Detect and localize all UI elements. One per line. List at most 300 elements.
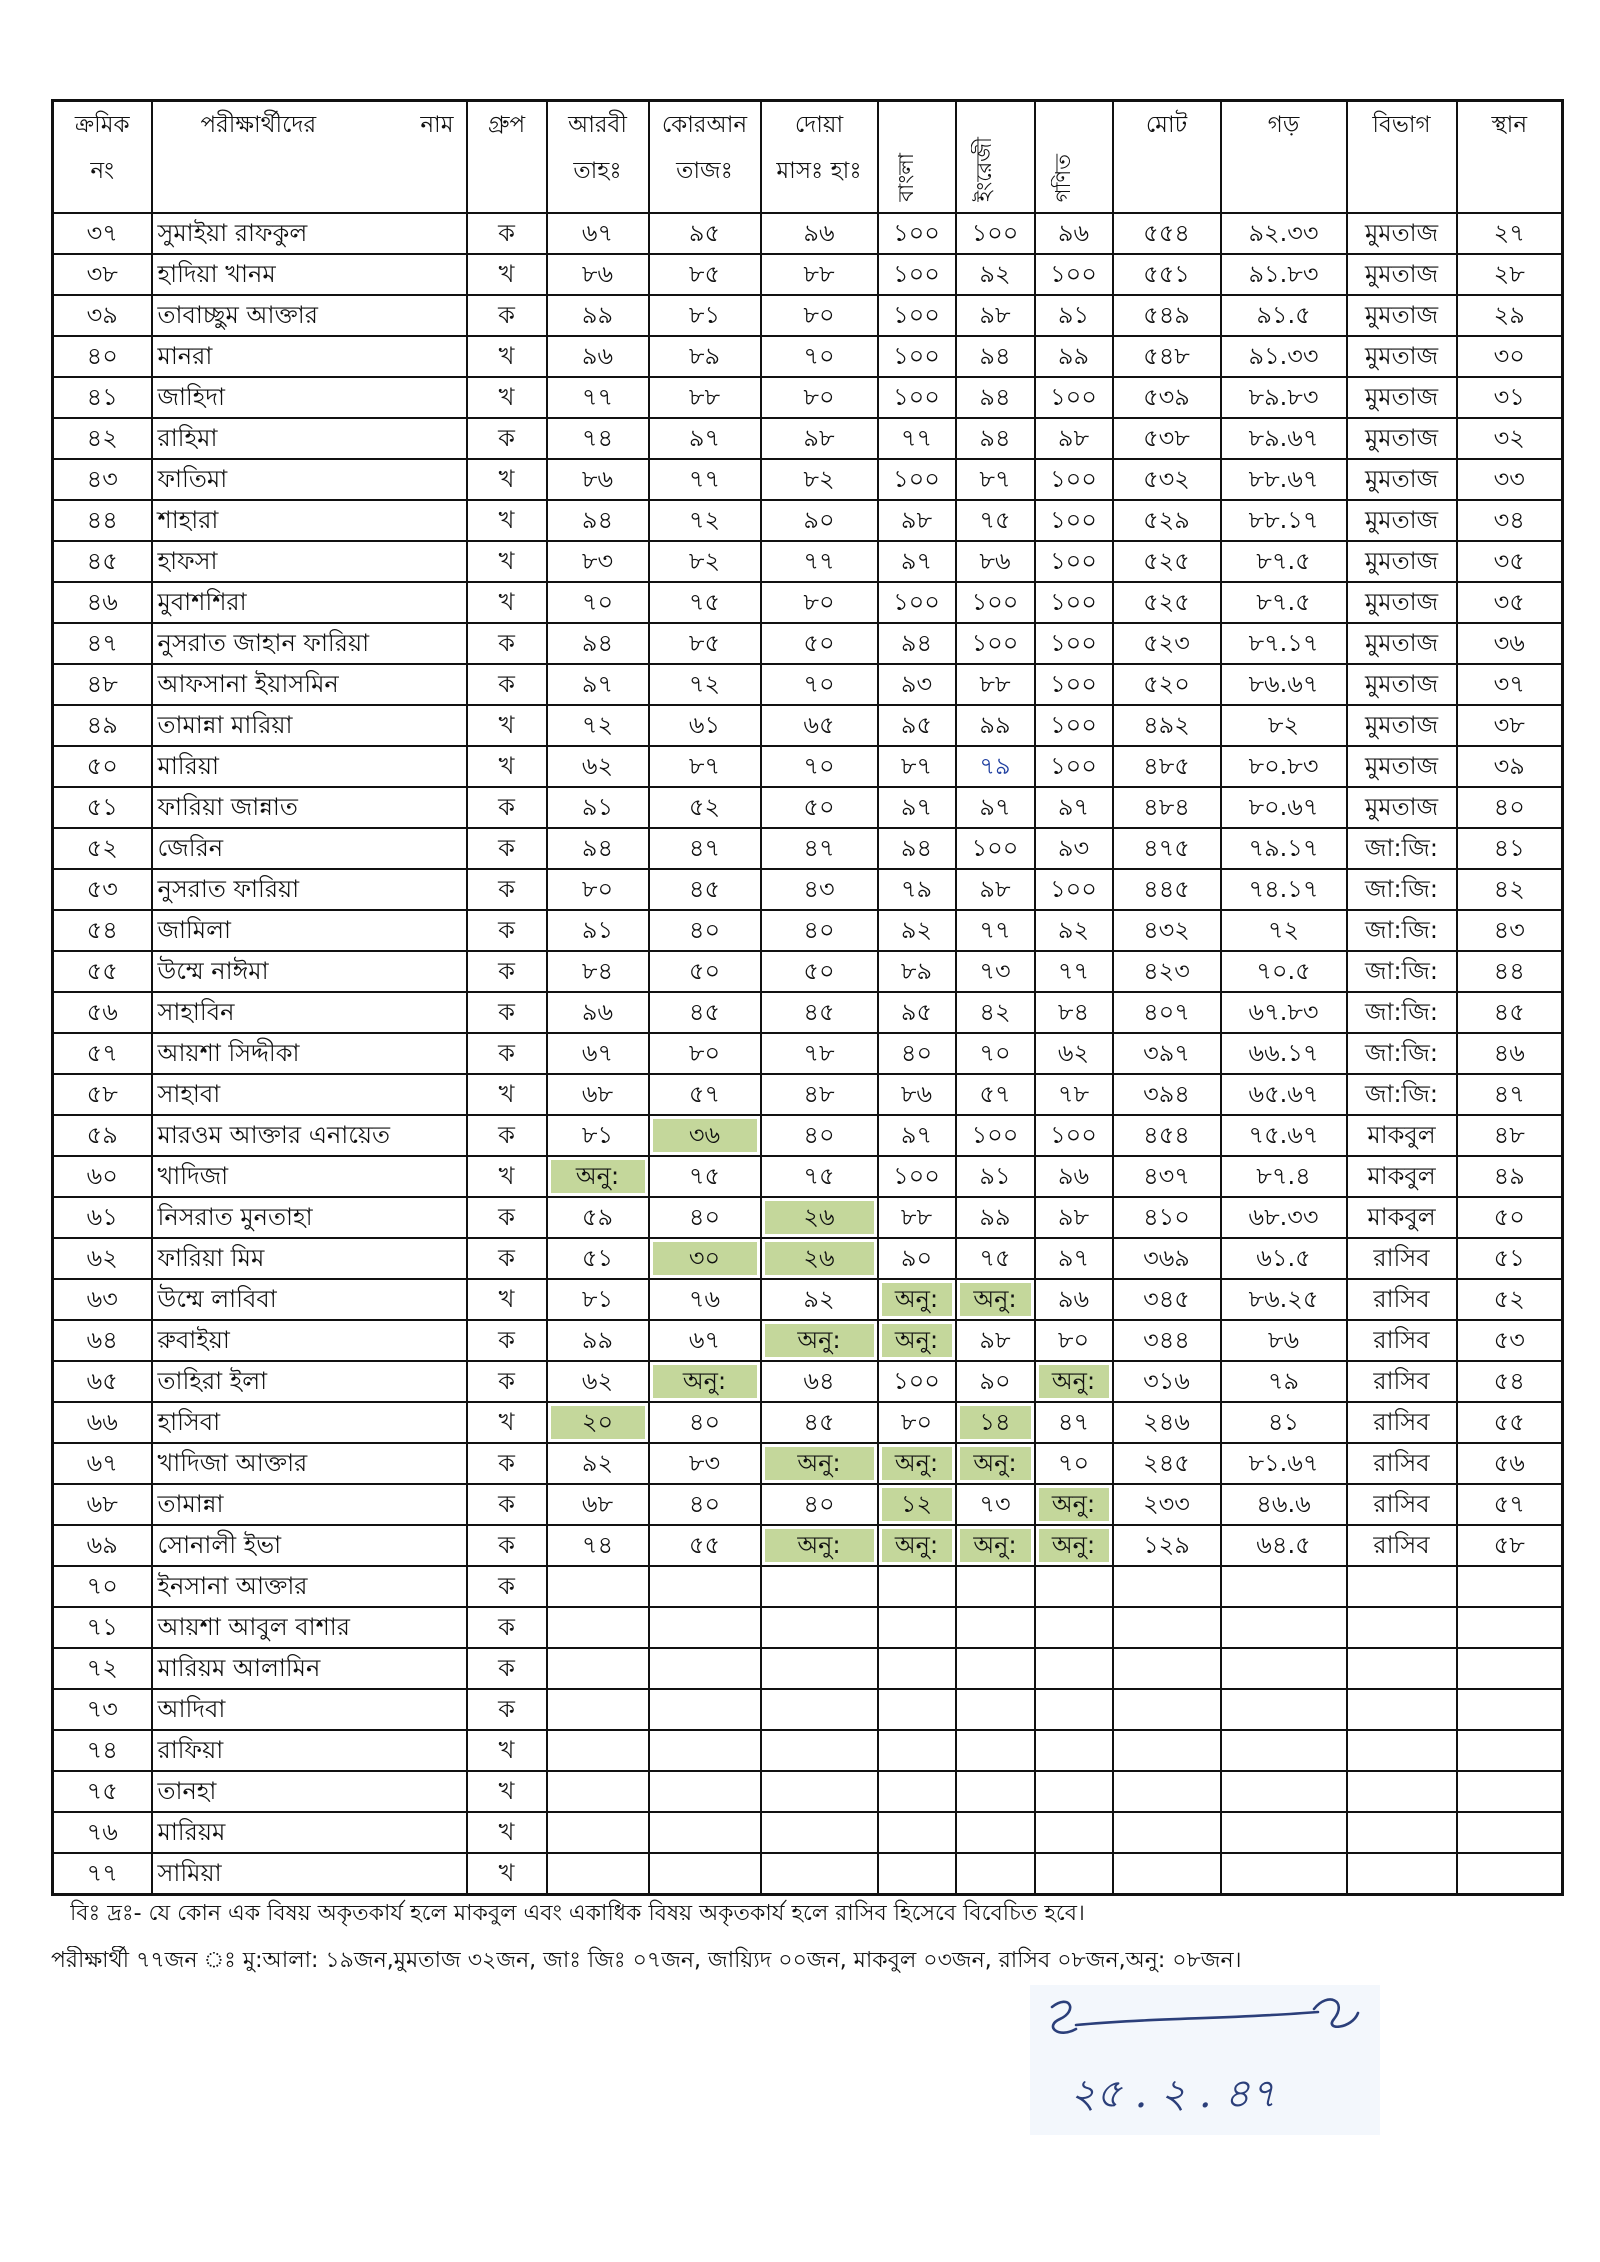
quran-mark-cell: ৫২ [649, 787, 761, 828]
table-row [53, 1320, 1563, 1361]
rank-cell: ৪৩ [1457, 910, 1563, 951]
table-row [53, 623, 1563, 664]
name-cell: আয়শা সিদ্দীকা [152, 1033, 467, 1074]
table-row [53, 336, 1563, 377]
english-mark-cell [956, 1607, 1035, 1648]
total-cell: ৩৬৯ [1113, 1238, 1221, 1279]
table-row [53, 746, 1563, 787]
total-cell: ৫২৫ [1113, 541, 1221, 582]
math-mark-cell: ৭০ [1035, 1443, 1113, 1484]
english-mark-cell [956, 1689, 1035, 1730]
math-mark-cell: ১০০ [1035, 254, 1113, 295]
bangla-mark-cell: ১০০ [878, 336, 956, 377]
table-row [53, 1689, 1563, 1730]
average-cell: ৯১.৩৩ [1221, 336, 1347, 377]
math-mark-cell: ৯১ [1035, 295, 1113, 336]
bangla-mark-cell [878, 1689, 956, 1730]
rank-cell: ৪০ [1457, 787, 1563, 828]
total-cell: ৪৫৪ [1113, 1115, 1221, 1156]
rank-cell: ৫৭ [1457, 1484, 1563, 1525]
rank-cell: ৩২ [1457, 418, 1563, 459]
average-cell: ৬১.৫ [1221, 1238, 1347, 1279]
division-cell: মুমতাজ [1347, 377, 1457, 418]
bangla-mark-cell: ৯৮ [878, 500, 956, 541]
name-cell: সামিয়া [152, 1853, 467, 1895]
dua-mark-cell: ৫০ [761, 787, 878, 828]
math-mark-cell: ১০০ [1035, 500, 1113, 541]
name-cell: আদিবা [152, 1689, 467, 1730]
serial-cell: ৭৬ [53, 1812, 152, 1853]
total-cell: ৪৪৫ [1113, 869, 1221, 910]
math-mark-cell: অনু: [1035, 1484, 1113, 1525]
serial-cell: ৫৯ [53, 1115, 152, 1156]
rank-cell [1457, 1566, 1563, 1607]
rank-cell [1457, 1730, 1563, 1771]
header-name [152, 101, 467, 214]
dua-mark-cell: ৮২ [761, 459, 878, 500]
total-cell: ৩৯৭ [1113, 1033, 1221, 1074]
quran-mark-cell: ৮৭ [649, 746, 761, 787]
arabic-mark-cell: ৬৭ [547, 1033, 649, 1074]
name-cell: সোনালী ইভা [152, 1525, 467, 1566]
division-cell: মুমতাজ [1347, 254, 1457, 295]
average-cell: ৮০.৬৭ [1221, 787, 1347, 828]
english-mark-cell [956, 1730, 1035, 1771]
result-summary: পরীক্ষার্থী ৭৭জন ঃ মু:আলা: ১৯জন,মুমতাজ ৩২জন, জাঃ জিঃ ০৭জন, জায়্যিদ ০০জন, মাকবুল ০৩জন, রাসিব ০৮জন,অনু: ০৮জন। [51, 1948, 1242, 1973]
english-mark-cell: ৮৮ [956, 664, 1035, 705]
dua-mark-cell: অনু: [761, 1525, 878, 1566]
quran-mark-cell: ৭৫ [649, 582, 761, 623]
total-cell: ৫৩৯ [1113, 377, 1221, 418]
dua-mark-cell: ৮০ [761, 582, 878, 623]
rank-cell: ৩৬ [1457, 623, 1563, 664]
name-cell: নিসরাত মুনতাহা [152, 1197, 467, 1238]
math-mark-cell: ৭৮ [1035, 1074, 1113, 1115]
english-mark-cell: ১০০ [956, 582, 1035, 623]
math-mark-cell: ১০০ [1035, 377, 1113, 418]
average-cell: ৮৬.২৫ [1221, 1279, 1347, 1320]
math-mark-cell: ১০০ [1035, 869, 1113, 910]
total-cell [1113, 1648, 1221, 1689]
footnote: বিঃ দ্রঃ- যে কোন এক বিষয় অকৃতকার্য হলে মাকবুল এবং একাধিক বিষয় অকৃতকার্য হলে রাসিব হিসেবে বিবেচিত হবে। [70, 1901, 1085, 1926]
rank-cell: ৪২ [1457, 869, 1563, 910]
dua-mark-cell: ৪০ [761, 1484, 878, 1525]
arabic-mark-cell [547, 1607, 649, 1648]
total-cell: ৩১৬ [1113, 1361, 1221, 1402]
bangla-mark-cell: ৮৯ [878, 951, 956, 992]
serial-cell: ৪১ [53, 377, 152, 418]
division-cell: মাকবুল [1347, 1156, 1457, 1197]
rank-cell: ২৯ [1457, 295, 1563, 336]
quran-mark-cell: ৮৮ [649, 377, 761, 418]
division-cell: জা:জি: [1347, 910, 1457, 951]
header-arabic-line1: আরবী [568, 112, 627, 138]
division-cell: মুমতাজ [1347, 213, 1457, 254]
bangla-mark-cell: ৯২ [878, 910, 956, 951]
serial-cell: ৬১ [53, 1197, 152, 1238]
serial-cell: ৫৮ [53, 1074, 152, 1115]
math-mark-cell: ১০০ [1035, 459, 1113, 500]
rank-cell: ২৮ [1457, 254, 1563, 295]
total-cell: ৫৩৮ [1113, 418, 1221, 459]
group-cell: ক [467, 1689, 547, 1730]
group-cell: ক [467, 664, 547, 705]
english-mark-cell: ৭৯ [956, 746, 1035, 787]
total-cell: ৫৫১ [1113, 254, 1221, 295]
average-cell: ৬৪.৫ [1221, 1525, 1347, 1566]
math-mark-cell [1035, 1771, 1113, 1812]
table-body [53, 213, 1563, 1895]
table-row [53, 992, 1563, 1033]
quran-mark-cell: ৪০ [649, 1484, 761, 1525]
name-cell: জেরিন [152, 828, 467, 869]
total-cell: ৫৪৯ [1113, 295, 1221, 336]
serial-cell: ৪৩ [53, 459, 152, 500]
total-cell: ৩৪৪ [1113, 1320, 1221, 1361]
name-cell: মারিয়ম [152, 1812, 467, 1853]
bangla-mark-cell: ৮৮ [878, 1197, 956, 1238]
quran-mark-cell [649, 1566, 761, 1607]
table-row [53, 664, 1563, 705]
division-cell: জা:জি: [1347, 828, 1457, 869]
total-cell: ১২৯ [1113, 1525, 1221, 1566]
math-mark-cell: ৭৭ [1035, 951, 1113, 992]
serial-cell: ৬৫ [53, 1361, 152, 1402]
bangla-mark-cell [878, 1566, 956, 1607]
quran-mark-cell: ৫০ [649, 951, 761, 992]
bangla-mark-cell: ১০০ [878, 377, 956, 418]
arabic-mark-cell [547, 1730, 649, 1771]
rank-cell: ৪৪ [1457, 951, 1563, 992]
group-cell: খ [467, 1279, 547, 1320]
average-cell: ৮৭.১৭ [1221, 623, 1347, 664]
name-cell: আয়শা আবুল বাশার [152, 1607, 467, 1648]
total-cell [1113, 1853, 1221, 1895]
average-cell: ৮৭.৪ [1221, 1156, 1347, 1197]
dua-mark-cell: ৪৮ [761, 1074, 878, 1115]
dua-mark-cell: ৭০ [761, 746, 878, 787]
quran-mark-cell: ৮৫ [649, 623, 761, 664]
average-cell: ৬৫.৬৭ [1221, 1074, 1347, 1115]
arabic-mark-cell: ৯১ [547, 787, 649, 828]
math-mark-cell: ১০০ [1035, 664, 1113, 705]
handwritten-signature [1030, 1985, 1380, 2135]
average-cell [1221, 1566, 1347, 1607]
division-cell: রাসিব [1347, 1238, 1457, 1279]
table-row [53, 1607, 1563, 1648]
math-mark-cell: অনু: [1035, 1525, 1113, 1566]
name-cell: তামান্না [152, 1484, 467, 1525]
name-cell: খাদিজা [152, 1156, 467, 1197]
quran-mark-cell: ৪৫ [649, 869, 761, 910]
average-cell: ৮৯.৬৭ [1221, 418, 1347, 459]
name-cell: উম্মে নাঈমা [152, 951, 467, 992]
table-row [53, 1443, 1563, 1484]
serial-cell: ৬২ [53, 1238, 152, 1279]
table-row [53, 541, 1563, 582]
arabic-mark-cell [547, 1566, 649, 1607]
serial-cell: ৭১ [53, 1607, 152, 1648]
total-cell: ৪২৩ [1113, 951, 1221, 992]
average-cell: ৮৬ [1221, 1320, 1347, 1361]
arabic-mark-cell: ৯৬ [547, 992, 649, 1033]
division-cell: মুমতাজ [1347, 705, 1457, 746]
rank-cell: ৫৬ [1457, 1443, 1563, 1484]
group-cell: খ [467, 336, 547, 377]
group-cell: ক [467, 418, 547, 459]
bangla-mark-cell: ৯৩ [878, 664, 956, 705]
bangla-mark-cell [878, 1812, 956, 1853]
header-arabic-line2: তাহঃ [573, 158, 622, 184]
name-cell: তামান্না মারিয়া [152, 705, 467, 746]
dua-mark-cell: ৭৮ [761, 1033, 878, 1074]
division-cell [1347, 1689, 1457, 1730]
table-row [53, 951, 1563, 992]
math-mark-cell: ৬২ [1035, 1033, 1113, 1074]
quran-mark-cell [649, 1730, 761, 1771]
table-row [53, 828, 1563, 869]
quran-mark-cell: ৪০ [649, 1197, 761, 1238]
dua-mark-cell [761, 1648, 878, 1689]
quran-mark-cell: ৭২ [649, 500, 761, 541]
english-mark-cell [956, 1648, 1035, 1689]
quran-mark-cell: ৮৩ [649, 1443, 761, 1484]
bangla-mark-cell: ১২ [878, 1484, 956, 1525]
name-cell: শাহারা [152, 500, 467, 541]
rank-cell: ৪৭ [1457, 1074, 1563, 1115]
table-row [53, 1361, 1563, 1402]
header-group [467, 101, 547, 214]
division-cell: জা:জি: [1347, 1074, 1457, 1115]
quran-mark-cell: ৩০ [649, 1238, 761, 1279]
serial-cell: ৭০ [53, 1566, 152, 1607]
quran-mark-cell: ৬১ [649, 705, 761, 746]
average-cell [1221, 1812, 1347, 1853]
average-cell: ৭৪.১৭ [1221, 869, 1347, 910]
total-cell: ২৪৬ [1113, 1402, 1221, 1443]
header-division-label: বিভাগ [1372, 112, 1431, 138]
english-mark-cell: ৯৭ [956, 787, 1035, 828]
serial-cell: ৬৯ [53, 1525, 152, 1566]
dua-mark-cell: ৬৪ [761, 1361, 878, 1402]
header-total [1113, 101, 1221, 214]
header-division [1347, 101, 1457, 214]
quran-mark-cell [649, 1607, 761, 1648]
rank-cell: ৫১ [1457, 1238, 1563, 1279]
group-cell: ক [467, 869, 547, 910]
bangla-mark-cell: ১০০ [878, 213, 956, 254]
table-row [53, 910, 1563, 951]
rank-cell: ৫৫ [1457, 1402, 1563, 1443]
arabic-mark-cell: ৯১ [547, 910, 649, 951]
arabic-mark-cell: ৭৭ [547, 377, 649, 418]
english-mark-cell: ৭৩ [956, 1484, 1035, 1525]
table-row [53, 1279, 1563, 1320]
total-cell: ৪৮৫ [1113, 746, 1221, 787]
math-mark-cell: অনু: [1035, 1361, 1113, 1402]
quran-mark-cell: ৭৫ [649, 1156, 761, 1197]
name-cell: মারিয়া [152, 746, 467, 787]
division-cell: মুমতাজ [1347, 787, 1457, 828]
rank-cell: ৩৭ [1457, 664, 1563, 705]
table-header [53, 101, 1563, 214]
rank-cell: ৫২ [1457, 1279, 1563, 1320]
average-cell [1221, 1648, 1347, 1689]
average-cell: ৬৮.৩৩ [1221, 1197, 1347, 1238]
average-cell: ৮৬.৬৭ [1221, 664, 1347, 705]
average-cell: ৮২ [1221, 705, 1347, 746]
table-row [53, 295, 1563, 336]
table-row [53, 1197, 1563, 1238]
name-cell: আফসানা ইয়াসমিন [152, 664, 467, 705]
group-cell: ক [467, 1115, 547, 1156]
division-cell: রাসিব [1347, 1525, 1457, 1566]
total-cell: ২৪৫ [1113, 1443, 1221, 1484]
bangla-mark-cell: ৭৯ [878, 869, 956, 910]
arabic-mark-cell: অনু: [547, 1156, 649, 1197]
bangla-mark-cell: ৯০ [878, 1238, 956, 1279]
division-cell: মুমতাজ [1347, 418, 1457, 459]
quran-mark-cell: ৮২ [649, 541, 761, 582]
dua-mark-cell [761, 1566, 878, 1607]
total-cell [1113, 1689, 1221, 1730]
header-total-label: মোট [1145, 112, 1188, 138]
bangla-mark-cell: ৯৭ [878, 1115, 956, 1156]
english-mark-cell: ৯২ [956, 254, 1035, 295]
average-cell [1221, 1730, 1347, 1771]
average-cell [1221, 1689, 1347, 1730]
table-row [53, 582, 1563, 623]
quran-mark-cell: ৫৭ [649, 1074, 761, 1115]
rank-cell [1457, 1689, 1563, 1730]
quran-mark-cell [649, 1648, 761, 1689]
english-mark-cell: ৭৫ [956, 500, 1035, 541]
serial-cell: ৫২ [53, 828, 152, 869]
name-cell: সাহাবিন [152, 992, 467, 1033]
rank-cell: ২৭ [1457, 213, 1563, 254]
division-cell: মুমতাজ [1347, 746, 1457, 787]
dua-mark-cell: অনু: [761, 1320, 878, 1361]
division-cell: মুমতাজ [1347, 295, 1457, 336]
dua-mark-cell: ৪০ [761, 910, 878, 951]
rank-cell [1457, 1771, 1563, 1812]
table-row [53, 1730, 1563, 1771]
arabic-mark-cell: ৯৪ [547, 500, 649, 541]
dua-mark-cell: ৭০ [761, 336, 878, 377]
total-cell: ২৩৩ [1113, 1484, 1221, 1525]
serial-cell: ৪২ [53, 418, 152, 459]
dua-mark-cell: ৮০ [761, 377, 878, 418]
average-cell: ৬৭.৮৩ [1221, 992, 1347, 1033]
quran-mark-cell: ৬৭ [649, 1320, 761, 1361]
header-math-label: গণিত [1050, 153, 1075, 202]
english-mark-cell: অনু: [956, 1279, 1035, 1320]
average-cell [1221, 1607, 1347, 1648]
group-cell: ক [467, 951, 547, 992]
quran-mark-cell: ৯৫ [649, 213, 761, 254]
total-cell: ৫২০ [1113, 664, 1221, 705]
dua-mark-cell: ৯৬ [761, 213, 878, 254]
division-cell: জা:জি: [1347, 951, 1457, 992]
division-cell: মুমতাজ [1347, 582, 1457, 623]
name-cell: রাহিমা [152, 418, 467, 459]
bangla-mark-cell [878, 1648, 956, 1689]
group-cell: খ [467, 1156, 547, 1197]
average-cell: ৮৭.৫ [1221, 541, 1347, 582]
total-cell: ৫৪৮ [1113, 336, 1221, 377]
average-cell: ৯১.৫ [1221, 295, 1347, 336]
dua-mark-cell: ৭৫ [761, 1156, 878, 1197]
bangla-mark-cell: ৪০ [878, 1033, 956, 1074]
english-mark-cell: ৯৪ [956, 418, 1035, 459]
bangla-mark-cell: ৯৪ [878, 623, 956, 664]
english-mark-cell: ১০০ [956, 213, 1035, 254]
group-cell: ক [467, 1525, 547, 1566]
dua-mark-cell: ৯০ [761, 500, 878, 541]
quran-mark-cell: ৭৭ [649, 459, 761, 500]
serial-cell: ৭৪ [53, 1730, 152, 1771]
rank-cell: ৩১ [1457, 377, 1563, 418]
serial-cell: ৪৫ [53, 541, 152, 582]
total-cell: ৫৫৪ [1113, 213, 1221, 254]
division-cell: রাসিব [1347, 1320, 1457, 1361]
dua-mark-cell: ৭৭ [761, 541, 878, 582]
math-mark-cell: ৮৪ [1035, 992, 1113, 1033]
table-row [53, 254, 1563, 295]
serial-cell: ৬৪ [53, 1320, 152, 1361]
bangla-mark-cell: ৯৭ [878, 541, 956, 582]
total-cell [1113, 1812, 1221, 1853]
english-mark-cell: ৭০ [956, 1033, 1035, 1074]
average-cell: ৯২.৩৩ [1221, 213, 1347, 254]
arabic-mark-cell: ৯৪ [547, 828, 649, 869]
quran-mark-cell: অনু: [649, 1361, 761, 1402]
math-mark-cell: ৯৬ [1035, 213, 1113, 254]
division-cell: রাসিব [1347, 1402, 1457, 1443]
math-mark-cell: ৮০ [1035, 1320, 1113, 1361]
table-row [53, 1484, 1563, 1525]
bangla-mark-cell: ৯৫ [878, 992, 956, 1033]
arabic-mark-cell: ৯৭ [547, 664, 649, 705]
bangla-mark-cell: ১০০ [878, 254, 956, 295]
arabic-mark-cell: ৬৭ [547, 213, 649, 254]
header-quran [649, 101, 761, 214]
dua-mark-cell: ৬৫ [761, 705, 878, 746]
division-cell: জা:জি: [1347, 1033, 1457, 1074]
bangla-mark-cell: ৮৭ [878, 746, 956, 787]
dua-mark-cell: ৫০ [761, 951, 878, 992]
serial-cell: ৫৭ [53, 1033, 152, 1074]
average-cell: ৯১.৮৩ [1221, 254, 1347, 295]
math-mark-cell [1035, 1812, 1113, 1853]
name-cell: ফারিয়া মিম [152, 1238, 467, 1279]
average-cell: ৬৬.১৭ [1221, 1033, 1347, 1074]
quran-mark-cell: ৮৯ [649, 336, 761, 377]
bangla-mark-cell: ৯৫ [878, 705, 956, 746]
math-mark-cell: ৯৮ [1035, 418, 1113, 459]
bangla-mark-cell: ৯৪ [878, 828, 956, 869]
table-row [53, 1525, 1563, 1566]
header-english [956, 101, 1035, 214]
division-cell: মুমতাজ [1347, 664, 1457, 705]
dua-mark-cell: ৪৫ [761, 992, 878, 1033]
rank-cell: ৪৯ [1457, 1156, 1563, 1197]
rank-cell: ৩৩ [1457, 459, 1563, 500]
group-cell: ক [467, 1361, 547, 1402]
group-cell: খ [467, 500, 547, 541]
table-row [53, 1771, 1563, 1812]
group-cell: ক [467, 1566, 547, 1607]
